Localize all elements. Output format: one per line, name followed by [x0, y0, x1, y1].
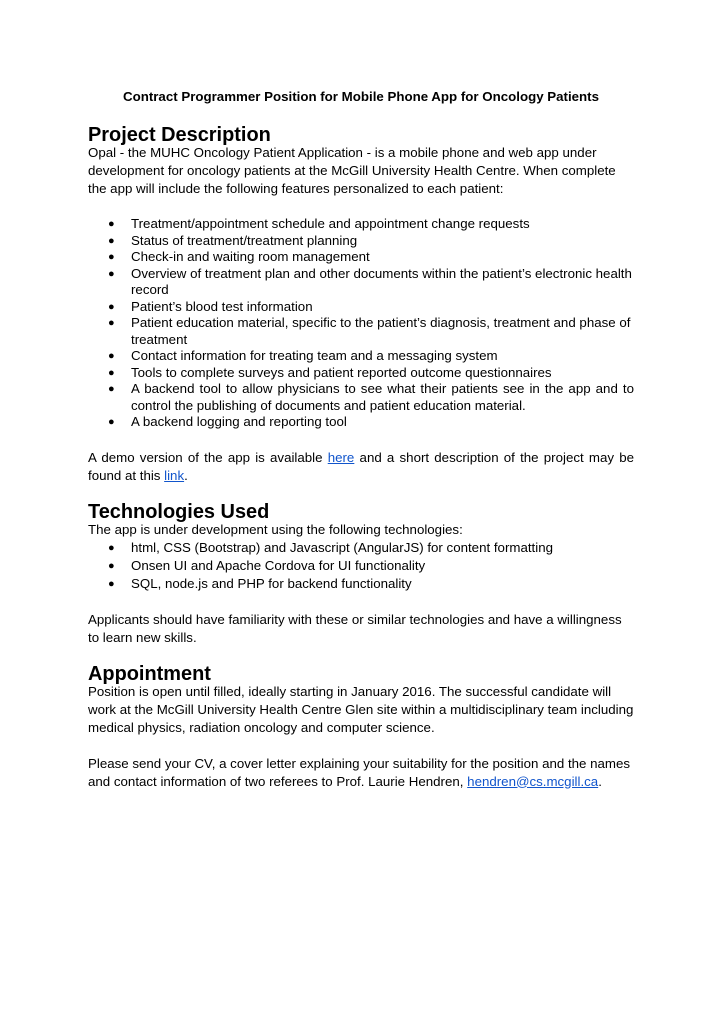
technologies-intro: The app is under development using the following technologies:: [88, 521, 463, 537]
bullet-icon: ●: [108, 366, 115, 379]
list-item: ● SQL, node.js and PHP for backend functionality: [108, 575, 412, 591]
bullet-icon: ●: [108, 559, 115, 572]
list-item: ● Treatment/appointment schedule and appointment change requests: [108, 216, 530, 231]
bullet-icon: ●: [108, 416, 115, 428]
bullet-icon: ●: [108, 317, 115, 329]
feature-list: [88, 216, 634, 431]
bullet-icon: ●: [108, 577, 115, 590]
bullet-icon: ●: [108, 234, 115, 247]
list-item: ● Status of treatment/treatment planning: [108, 232, 358, 248]
bullet-icon: ●: [108, 251, 115, 263]
list-item: ● Tools to complete surveys and patient reported outcome questionnaires: [108, 364, 552, 380]
bullet-icon: ●: [108, 541, 115, 554]
skills-note: Applicants should have familiarity with these or similar technologies and have a willingness to learn new skills.: [88, 611, 622, 645]
bullet-icon: ●: [108, 218, 115, 230]
project-description-heading: Project Description: [88, 124, 271, 146]
bullet-icon: ●: [108, 383, 115, 395]
bullet-icon: ●: [108, 300, 115, 313]
bullet-icon: ●: [108, 267, 115, 280]
description-link[interactable]: link: [164, 467, 185, 483]
appointment-text: Position is open until filled, ideally starting in January 2016. The successful candidate will work at the McGill University Health Centre Glen site within a multidisciplinary team including medical physics, radiation oncology and computer science.: [88, 683, 634, 735]
demo-paragraph: A demo version of the app is available here and a short description of the project may be found at this link.: [88, 449, 634, 483]
list-item: ● Check-in and waiting room management: [108, 249, 370, 264]
contact-paragraph: Please send your CV, a cover letter explaining your suitability for the position and the names and contact information of two referees to Prof. Laurie Hendren, hendren@cs.mcgill.ca.: [88, 755, 631, 789]
technologies-heading: Technologies Used: [88, 500, 270, 523]
list-item: ● A backend logging and reporting tool: [108, 414, 347, 429]
list-item: ● html, CSS (Bootstrap) and Javascript (AngularJS) for content formatting: [108, 539, 553, 555]
appointment-heading: Appointment: [88, 662, 211, 685]
list-item: ● Patient’s blood test information: [108, 298, 313, 314]
document-page: [88, 88, 634, 791]
list-item: ● Onsen UI and Apache Cordova for UI functionality: [108, 557, 426, 573]
bullet-icon: ●: [108, 350, 115, 362]
list-item: ● Patient education material, specific to the patient’s diagnosis, treatment and phase of treatment: [108, 315, 631, 347]
demo-link[interactable]: here: [327, 449, 355, 465]
email-link[interactable]: hendren@cs.mcgill.ca: [467, 773, 599, 789]
document-title: Contract Programmer Position for Mobile Phone App for Oncology Patients: [122, 89, 600, 104]
list-item: ● A backend tool to allow physicians to see what their patients see in the app and to control the publishing of documents and patient education material.: [108, 381, 634, 413]
list-item: ● Overview of treatment plan and other documents within the patient’s electronic health record: [108, 265, 632, 297]
project-description-intro: Opal - the MUHC Oncology Patient Application - is a mobile phone and web app under development for oncology patients at the McGill University Health Centre. When complete the app will include the following features personalized to each patient:: [88, 145, 616, 196]
technologies-list: [88, 539, 634, 593]
list-item: ● Contact information for treating team and a messaging system: [108, 348, 498, 363]
